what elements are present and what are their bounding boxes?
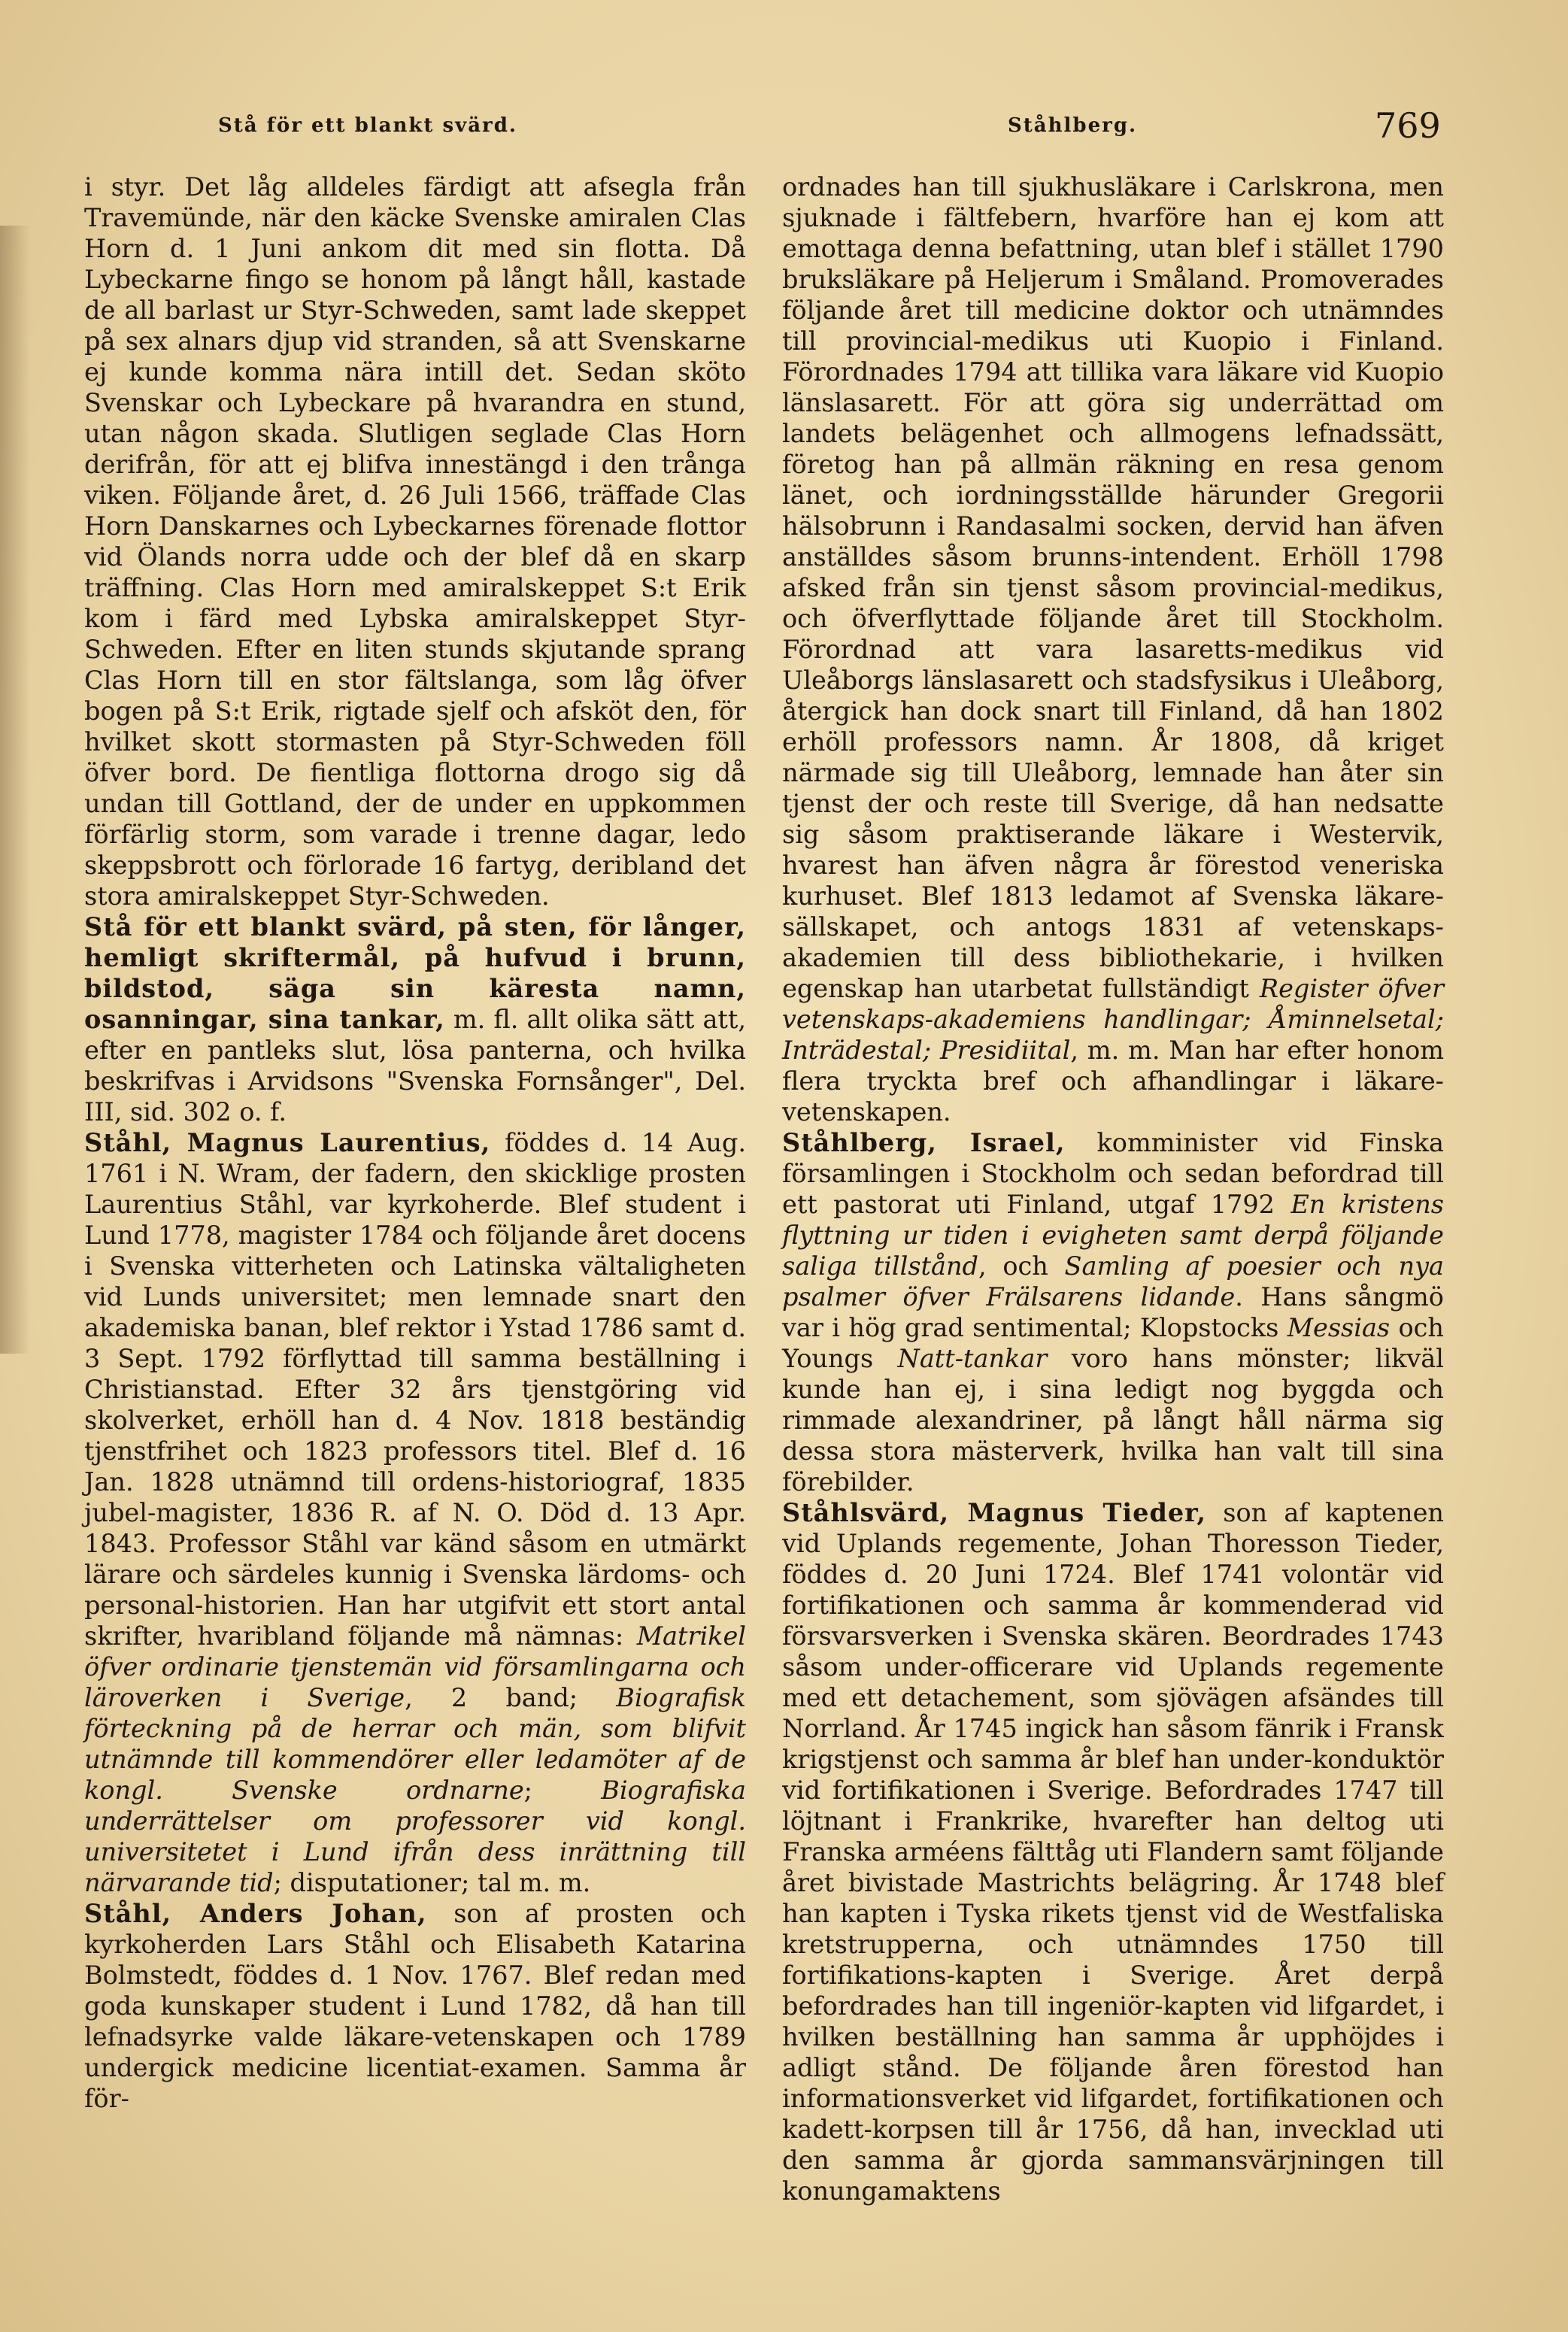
entry-stahl-magnus [84, 1127, 746, 1898]
right-column [782, 171, 1444, 2206]
entry-text: i styr. Det låg alldeles färdigt att afsegla från Travemünde, när den käcke Svenske amiralen Clas Horn d. 1 Juni ankom dit med sin flotta. Då Lybeckarne fingo se honom på långt håll, kastade de all barlast ur Styr-Schweden, samt lade skeppet på sex alnars djup vid stranden, så att Svenskarne ej kunde komma nära intill det. Sedan sköto Svenskar och Lybeckare på hvarandra en stund, utan någon skada. Slutligen seglade Clas Horn derifrån, för att ej blifva innestängd i den trånga viken. Följande året, d. 26 Juli 1566, träffade Clas Horn Danskarnes och Lybeckarnes förenade flottor vid Ölands norra udde och der blef då en skarp träffning. Clas Horn med amiralskeppet S:t Erik kom i färd med Lybska amiralskeppet Styr-Schweden. Efter en liten stunds skjutande sprang Clas Horn till en stor fältslanga, som låg öfver bogen på S:t Erik, rigtade sjelf och afsköt den, för hvilket skott stormasten på Styr-Schweden föll öfver bord. De fientliga flottorna drogo sig då undan till Gottland, der de under en uppkommen förfärlig storm, som varade i trenne dagar, ledo skeppsbrott och förlorade 16 fartyg, deribland det stora amiralskeppet Styr-Schweden. [84, 172, 746, 911]
book-title: Natt-tankar [897, 1344, 1048, 1373]
running-header [0, 105, 1568, 150]
entry-text: . Hans sångmö var i hög grad sentimental; Klopstocks [782, 1282, 1444, 1342]
book-title: Messias [1287, 1313, 1391, 1342]
headword: Ståhlsvärd, Magnus Tieder, [782, 1498, 1207, 1527]
headword: Ståhl, Magnus Laurentius, [84, 1128, 491, 1157]
entry-cont-anders [782, 171, 1444, 1127]
entry-text: , och [978, 1251, 1065, 1281]
entry-text: , m. m. Man har efter honom flera tryckta bref och afhandlingar i läkare-vetenskapen. [782, 1036, 1445, 1127]
entry-text: komminister vid Finska församlingen i Stockholm och sedan befordrad till ett pastorat uti Finland, utgaf 1792 [782, 1128, 1445, 1219]
book-title: En kristens flyttning ur tiden i evigheten samt derpå följande saliga tillstånd [782, 1190, 1444, 1281]
book-title: Samling af poesier och nya psalmer öfver Frälsarens lidande [782, 1251, 1445, 1312]
entry-sta-for [84, 911, 746, 1127]
entry-text: ; disputationer; tal m. m. [273, 1868, 591, 1897]
entry-stahlsvard [782, 1497, 1444, 2206]
entry-text: ordnades han till sjukhusläkare i Carlskrona, men sjuknade i fältfebern, hvarföre han ej kom att emottaga denna befattning, utan blef i stället 1790 bruksläkare på Heljerum i Småland. Promoverades följande året till medicine doktor och utnämndes till provincial-medikus uti Kuopio i Finland. Förordnades 1794 att tillika vara läkare vid Kuopio länslasarett. För att göra sig underrättad om landets belägenhet och allmogens lefnadssätt, företog han på allmän räkning en resa genom länet, och iordningsställde härunder Gregorii hälsobrunn i Randasalmi socken, dervid han äfven anställdes såsom brunns-intendent. Erhöll 1798 afsked från sin tjenst såsom provincial-medikus, och öfverflyttade följande året till Stockholm. Förordnad att vara lasaretts-medikus vid Uleåborgs länslasarett och stadsfysikus i Uleåborg, återgick han dock snart till Finland, då han 1802 erhöll professors namn. År 1808, då kriget närmade sig till Uleåborg, lemnade han åter sin tjenst der och reste till Sverige, då han nedsatte sig såsom praktiserande läkare i Westervik, hvarest han äfven några år förestod veneriska kurhuset. Blef 1813 ledamot af Svenska läkare-sällskapet, och antogs 1831 af vetenskaps-akademien till dess bibliothekarie, i hvilken egenskap han utarbetat fullständigt [782, 172, 1444, 1003]
entry-text: voro hans mönster; likväl kunde han ej, i sina ledigt nog byggda och rimmade alexandriner, på långt håll närma sig dessa stora mästerverk, hvilka han valt till sina förebilder. [782, 1344, 1444, 1497]
page-number: 769 [1375, 105, 1441, 146]
book-title: Register öfver vetenskaps-akademiens handlingar; Åminnelsetal; Inträdestal; Presidiital [782, 974, 1444, 1065]
entry-stahlberg [782, 1127, 1444, 1497]
entry-cont-horn [84, 171, 746, 911]
entry-text: och Youngs [782, 1313, 1445, 1373]
headword: Ståhlberg, Israel, [782, 1128, 1066, 1157]
running-head-right: Ståhlberg. [1008, 114, 1138, 137]
entry-text: son af kaptenen vid Uplands regemente, Johan Thoresson Tieder, föddes d. 20 Juni 1724. Blef 1741 volontär vid fortifikationen och samma år kommenderad vid försvarsverken i Svenska skären. Beordrades 1743 såsom under-officerare vid Uplands regemente med ett detachement, som sjövägen afsändes till Norrland. År 1745 ingick han såsom fänrik i Fransk krigstjenst och samma år blef han under-konduktör vid fortifikationen i Sverige. Befordrades 1747 till löjtnant i Frankrike, hvarefter han deltog uti Franska arméens fälttåg uti Flandern samt följande året bivistade Mastrichts belägring. År 1748 blef han kapten i Tyska rikets tjenst vid de Westfaliska kretstrupperna, och utnämndes 1750 till fortifikations-kapten i Sverige. Året derpå befordrades han till ingeniör-kapten vid lifgardet, i hvilken beställning han samma år upphöjdes i adligt stånd. De följande åren förestod han informationsverket vid lifgardet, fortifikationen och kadett-korpsen till år 1756, då han, invecklad uti den samma år gjorda sammansvärjningen till konungamaktens [782, 1498, 1445, 2206]
book-title: Biografiska underrättelser om professorer vid kongl. universitetet i Lund ifrån dess inrättning till närvarande tid [84, 1776, 746, 1897]
page-edge-shadow [0, 226, 30, 1354]
book-title: Biografisk förteckning på de herrar och män, som blifvit utnämnde till kommendörer eller ledamöter af de kongl. Svenske ordnarne [84, 1683, 746, 1805]
entry-text: , 2 band; [405, 1683, 617, 1712]
headword: Ståhl, Anders Johan, [84, 1899, 427, 1928]
entry-text: ; [523, 1776, 602, 1805]
headword: Stå för ett blankt svärd, på sten, för långer, hemligt skriftermål, på hufvud i brunn, bildstod, säga sin käresta namn, osanningar, sina tankar, [84, 912, 746, 1034]
book-title: Matrikel öfver ordinarie tjenstemän vid församlingarna och läroverken i Sverige [84, 1621, 746, 1712]
entry-text: föddes d. 14 Aug. 1761 i N. Wram, der fadern, den skicklige prosten Laurentius Ståhl, var kyrkoherde. Blef student i Lund 1778, magister 1784 och följande året docens i Svenska vitterheten och Latinska vältaligheten vid Lunds universitet; men lemnade snart den akademiska banan, blef rektor i Ystad 1786 samt d. 3 Sept. 1792 förflyttad till samma beställning i Christianstad. Efter 32 års tjenstgöring vid skolverket, erhöll han d. 4 Nov. 1818 beständig tjenstfrihet och 1823 professors titel. Blef d. 16 Jan. 1828 utnämnd till ordens-historiograf, 1835 jubel-magister, 1836 R. af N. O. Död d. 13 Apr. 1843. Professor Ståhl var känd såsom en utmärkt lärare och särdeles kunnig i Svenska lärdoms- och personal-historien. Han har utgifvit ett stort antal skrifter, hvaribland följande må nämnas: [84, 1128, 746, 1651]
running-head-left: Stå för ett blankt svärd. [218, 114, 517, 137]
left-column [84, 171, 746, 2114]
entry-text: son af prosten och kyrkoherden Lars Ståhl och Elisabeth Katarina Bolmstedt, föddes d. 1 Nov. 1767. Blef redan med goda kunskaper student i Lund 1782, då han till lefnadsyrke valde läkare-vetenskapen och 1789 undergick medicine licentiat-examen. Samma år för- [84, 1899, 746, 2113]
entry-text: m. fl. allt olika sätt att, efter en pantleks slut, lösa panterna, och hvilka beskrifvas i Arvidsons "Svenska Fornsånger", Del. III, sid. 302 o. f. [84, 1005, 746, 1127]
entry-stahl-anders [84, 1898, 746, 2114]
